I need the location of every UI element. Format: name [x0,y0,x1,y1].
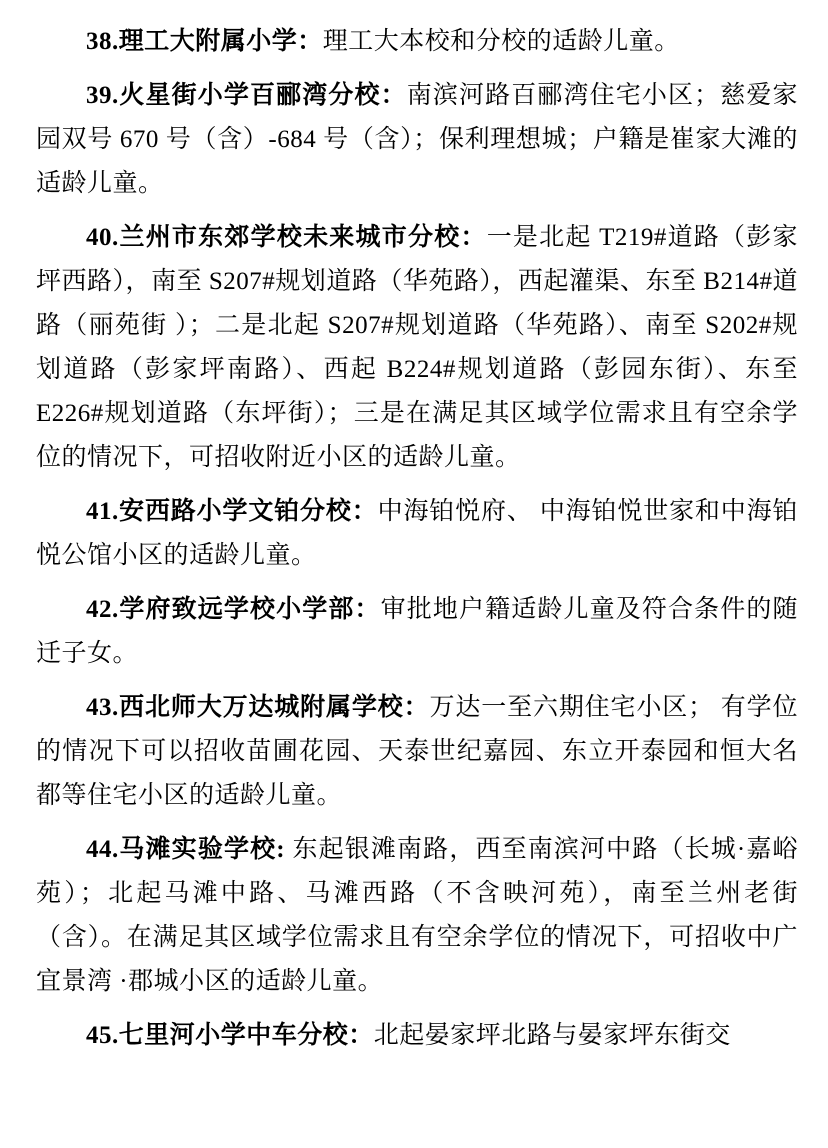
paragraph-42-school-name: 42.学府致远学校小学部： [86,596,381,623]
paragraph-item-43 [36,686,798,818]
paragraph-42-district-text: 审批地户籍适龄儿童及符合条件的随迁子女。 [36,596,798,667]
paragraph-39-district-text: 南滨河路百郦湾住宅小区；慈爱家园双号 670 号（含）-684 号（含）；保利理想城；户籍是崔家大滩的适龄儿童。 [36,82,798,197]
paragraph-45-school-name: 45.七里河小学中车分校： [86,1022,374,1049]
paragraph-40-school-name: 40.兰州市东郊学校未来城市分校： [86,224,487,251]
paragraph-item-38 [36,20,798,64]
paragraph-38-school-name: 38.理工大附属小学： [86,28,323,55]
paragraph-44-district-text: 东起银滩南路，西至南滨河中路（长城·嘉峪苑）；北起马滩中路、马滩西路（不含映河苑），南至兰州老街（含）。在满足其区域学位需求且有空余学位的情况下，可招收中广宜景湾 ·郡城小区的适龄儿童。 [36,836,799,995]
paragraph-43-school-name: 43.西北师大万达城附属学校： [86,694,430,721]
paragraph-item-39 [36,74,798,206]
paragraph-43-district-text: 万达一至六期住宅小区； 有学位的情况下可以招收苗圃花园、天泰世纪嘉园、东立开泰园和恒大名都等住宅小区的适龄儿童。 [36,694,798,809]
paragraph-41-school-name: 41.安西路小学文铂分校： [86,498,378,525]
paragraph-item-45 [36,1014,798,1058]
paragraph-41-district-text: 中海铂悦府、 中海铂悦世家和中海铂悦公馆小区的适龄儿童。 [36,498,798,569]
paragraph-item-41 [36,490,798,578]
paragraph-item-42 [36,588,798,676]
paragraph-45-district-text: 北起晏家坪北路与晏家坪东街交 [373,1022,731,1049]
paragraph-item-40 [36,216,798,480]
paragraph-38-district-text: 理工大本校和分校的适龄儿童。 [322,28,680,55]
paragraph-item-44 [36,828,798,1004]
paragraph-44-school-name: 44.马滩实验学校: [86,836,286,863]
paragraph-39-school-name: 39.火星街小学百郦湾分校： [86,82,407,109]
paragraph-40-district-text: 一是北起 T219#道路（彭家坪西路），南至 S207#规划道路（华苑路），西起灌渠、东至 B214#道路（丽苑街 ）；二是北起 S207#规划道路（华苑路）、南至 S202#规划道路（彭家坪南路）、西起 B224#规划道路（彭园东街）、东至 E226#规划道路（东坪街）；三是在满足其区域学位需求且有空余学位的情况下，可招收附近小区的适龄儿童。 [36,224,798,471]
